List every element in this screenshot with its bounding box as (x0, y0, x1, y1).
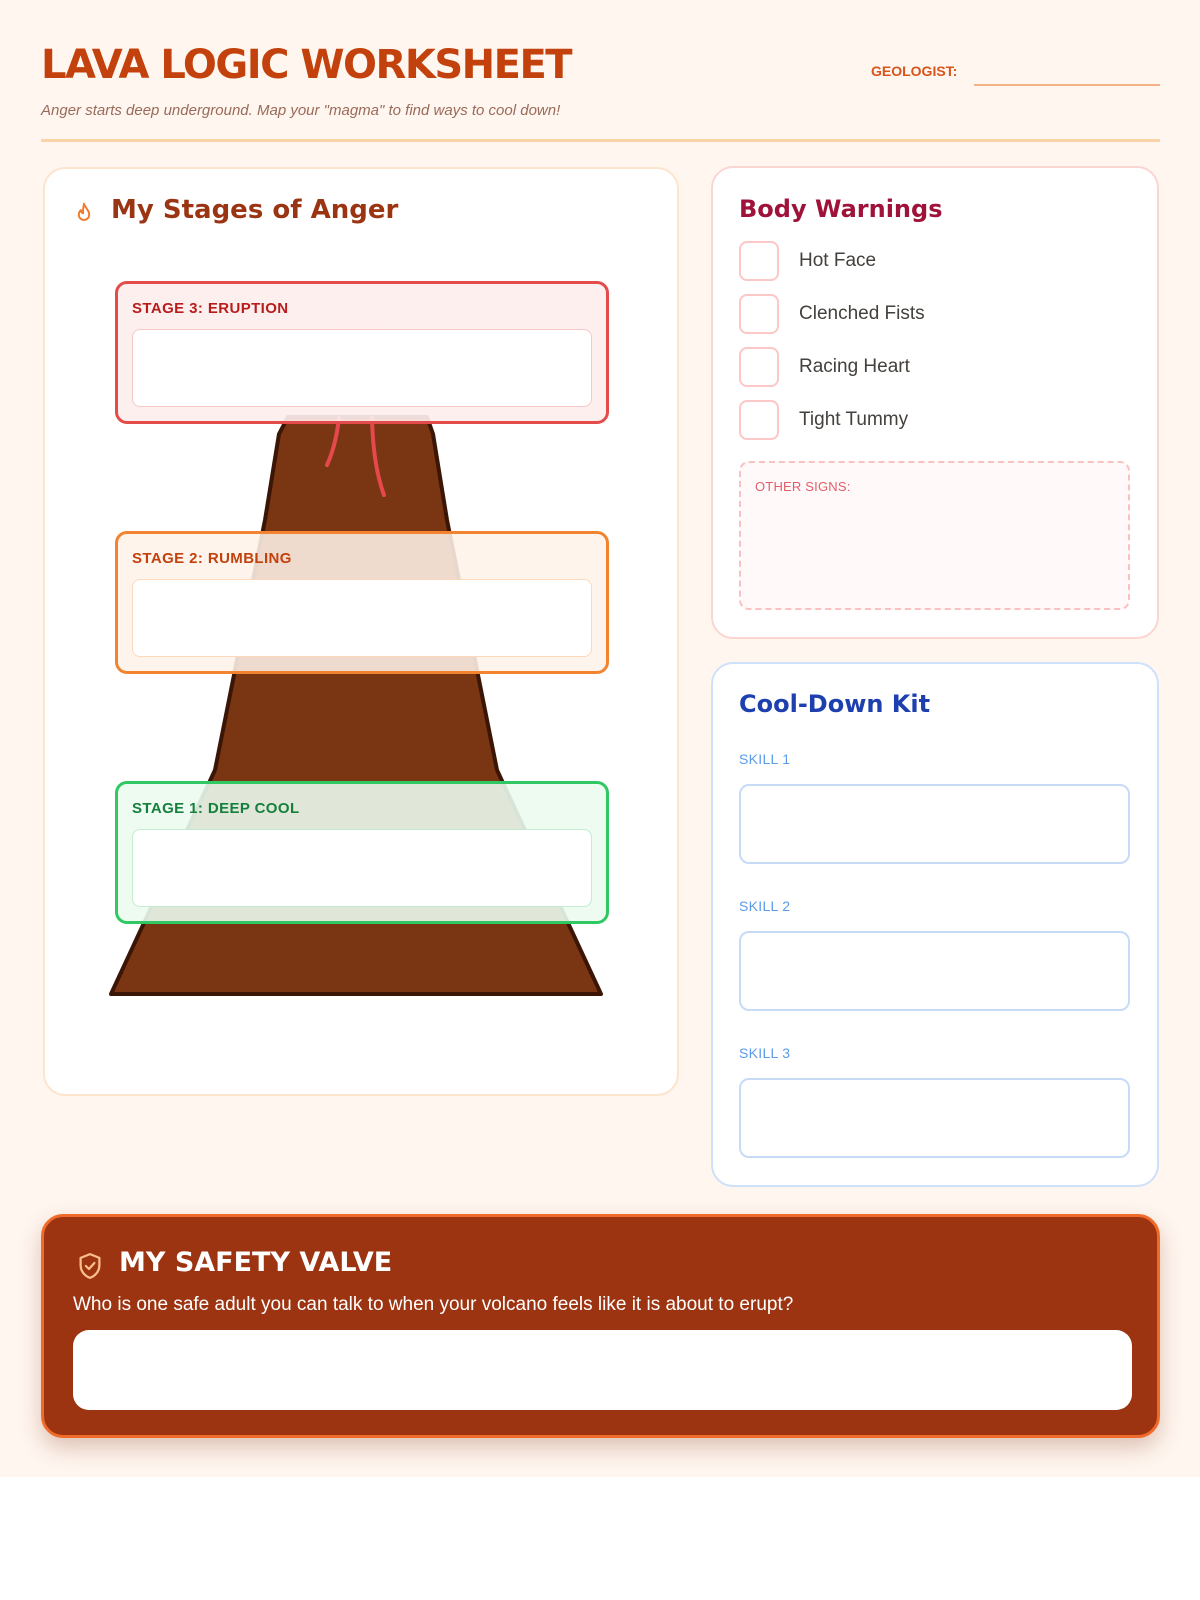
checklist-item-label: Clenched Fists (799, 303, 925, 324)
stage-rumbling-input[interactable] (132, 579, 592, 657)
skill-3-input[interactable] (739, 1078, 1130, 1158)
stage-eruption (115, 281, 609, 424)
page-subtitle: Anger starts deep underground. Map your "magma" to find ways to cool down! (41, 102, 561, 119)
other-signs-field[interactable] (739, 461, 1130, 610)
checkbox[interactable] (739, 294, 779, 334)
flame-icon (71, 200, 97, 228)
checklist-item-label: Racing Heart (799, 356, 910, 377)
checklist-item[interactable] (739, 400, 1119, 440)
safety-valve-panel (41, 1214, 1160, 1438)
checklist-item-label: Tight Tummy (799, 409, 909, 430)
geologist-name-field[interactable] (974, 84, 1160, 86)
skill-2-label: SKILL 2 (739, 898, 791, 914)
stage-deep-cool-label: STAGE 1: DEEP COOL (132, 800, 300, 817)
stage-eruption-input[interactable] (132, 329, 592, 407)
stage-eruption-label: STAGE 3: ERUPTION (132, 300, 289, 317)
checkbox[interactable] (739, 241, 779, 281)
page-title: LAVA LOGIC WORKSHEET (41, 42, 572, 88)
checkbox[interactable] (739, 347, 779, 387)
safety-valve-question: Who is one safe adult you can talk to when your volcano feels like it is about to erupt? (73, 1294, 794, 1315)
skill-3-label: SKILL 3 (739, 1045, 791, 1061)
skill-1-input[interactable] (739, 784, 1130, 864)
body-warnings-heading: Body Warnings (739, 195, 943, 223)
header-divider (41, 139, 1160, 142)
stage-rumbling-label: STAGE 2: RUMBLING (132, 550, 292, 567)
stages-heading: My Stages of Anger (111, 195, 399, 225)
shield-check-icon (75, 1250, 105, 1282)
geologist-label: GEOLOGIST: (871, 63, 958, 79)
checkbox[interactable] (739, 400, 779, 440)
skill-2-input[interactable] (739, 931, 1130, 1011)
safety-valve-title: MY SAFETY VALVE (119, 1247, 393, 1278)
checklist-item[interactable] (739, 347, 1119, 387)
safe-adult-input[interactable] (73, 1330, 1132, 1410)
checklist-item-label: Hot Face (799, 250, 877, 271)
cool-down-heading: Cool-Down Kit (739, 690, 931, 718)
other-signs-label: OTHER SIGNS: (755, 479, 851, 494)
stage-deep-cool-input[interactable] (132, 829, 592, 907)
checklist-item[interactable] (739, 294, 1119, 334)
stage-deep-cool (115, 781, 609, 924)
stage-rumbling (115, 531, 609, 674)
skill-1-label: SKILL 1 (739, 751, 791, 767)
checklist-item[interactable] (739, 241, 1119, 281)
